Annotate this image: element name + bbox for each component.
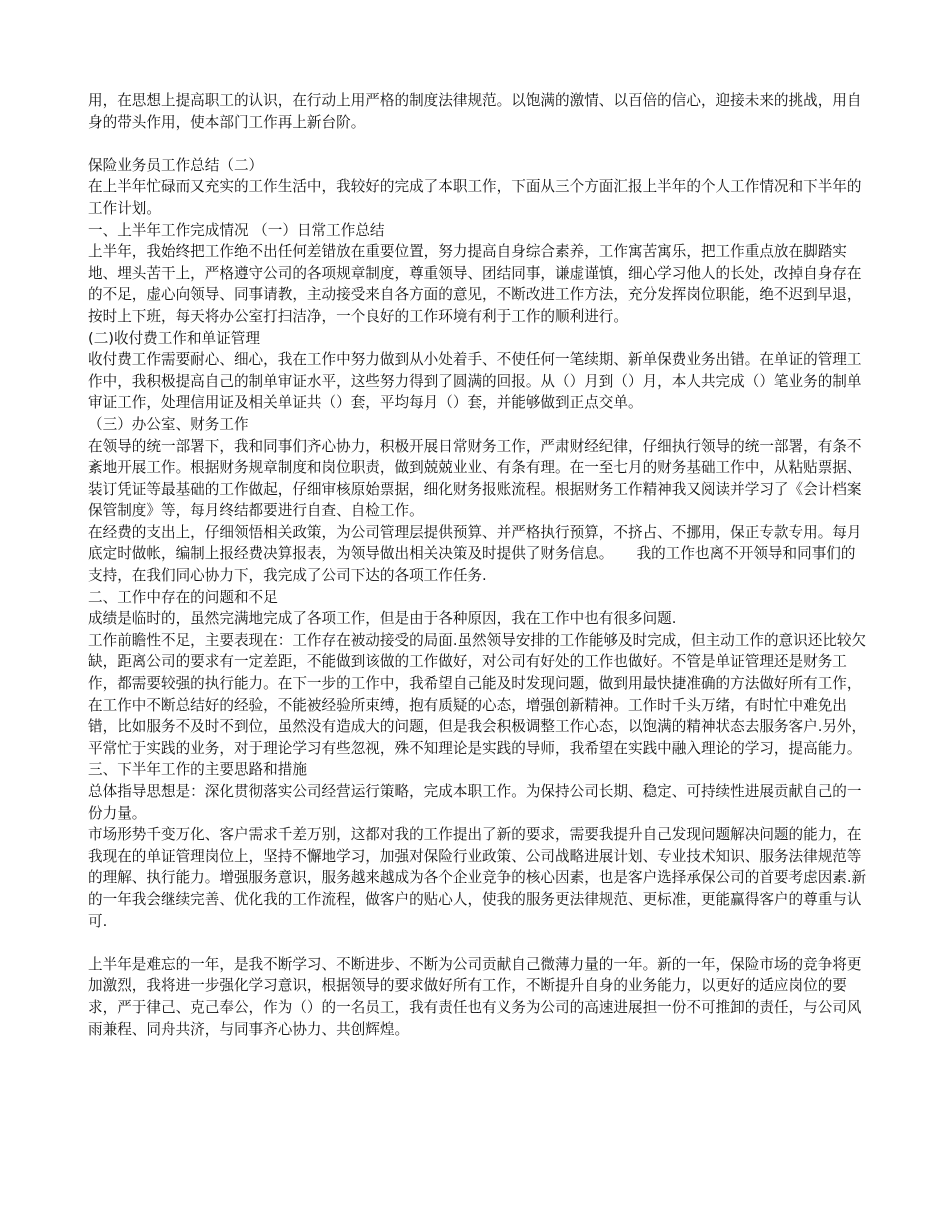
intro-paragraph: 用，在思想上提高职工的认识，在行动上用严格的制度法律规范。以饱满的激情、以百倍的信心，迎接未来的挑战，用自身的带头作用，使本部门工作再上新台阶。 (88, 92, 862, 131)
paragraph-finance-work: 在领导的统一部署下，我和同事们齐心协力，积极开展日常财务工作，严肃财经纪律，仔细执行领导的统一部署，有条不紊地开展工作。根据财务规章制度和岗位职责，做到兢兢业业、有条有理。在一至七月的财务基础工作中，从粘贴票据、装订凭证等最基础的工作做起，仔细审核原始票据，细化财务报账流程。根据财务工作精神我又阅读并学习了《会计档案保管制度》等，每月终结都要进行自查、自检工作。 (88, 437, 862, 520)
opening-paragraph: 在上半年忙碌而又充实的工作生活中，我较好的完成了本职工作，下面从三个方面汇报上半年的个人工作情况和下半年的工作计划。 (88, 178, 862, 217)
document-body (88, 90, 868, 1040)
document-title: 保险业务员工作总结（二） (88, 156, 264, 174)
paragraph-market: 市场形势千变万化、客户需求千差万别，这都对我的工作提出了新的要求，需要我提升自己发现问题解决问题的能力，在我现在的单证管理岗位上，坚持不懈地学习，加强对保险行业政策、公司战略进展计划、专业技术知识、服务法律规范等的理解、执行能力。增强服务意识，服务越来越成为各个企业竞争的核心因素，也是客户选择承保公司的首要考虑因素.新的一年我会继续完善、优化我的工作流程，做客户的贴心人，使我的服务更法律规范、更标准，更能赢得客户的尊重与认可. (88, 826, 867, 930)
section-heading-1: 一、上半年工作完成情况 （一）日常工作总结 (88, 221, 385, 239)
paragraph-issues-detail: 工作前瞻性不足，主要表现在：工作存在被动接受的局面.虽然领导安排的工作能够及时完成，但主动工作的意识还比较欠缺，距离公司的要求有一定差距，不能做到该做的工作做好，对公司有好处的工作也做好。不管是单证管理还是财务工作，都需要较强的执行能力。在下一步的工作中，我希望自己能及时发现问题，做到用最快捷准确的方法做好所有工作，在工作中不断总结好的经验，不能被经验所束缚，抱有质疑的心态，增强创新精神。工作时千头万绪，有时忙中难免出错，比如服务不及时不到位，虽然没有造成大的问题，但是我会积极调整工作心态，以饱满的精神状态去服务客户.另外，平常忙于实践的业务，对于理论学习有些忽视，殊不知理论是实践的导师，我希望在实践中融入理论的学习，提高能力。 (88, 631, 867, 757)
paragraph-issues-intro: 成绩是临时的，虽然完满地完成了各项工作，但是由于各种原因，我在工作中也有很多问题. (88, 610, 677, 628)
paragraph-daily-work: 上半年，我始终把工作绝不出任何差错放在重要位置，努力提高自身综合素养，工作寓苦寓乐，把工作重点放在脚踏实地、埋头苦干上，严格遵守公司的各项规章制度，尊重领导、团结同事，谦虚谨慎，细心学习他人的长处，改掉自身存在的不足，虚心向领导、同事请教，主动接受来自各方面的意见，不断改进工作方法，充分发挥岗位职能，绝不迟到早退，按时上下班，每天将办公室打扫洁净，一个良好的工作环境有利于工作的顺利进行。 (88, 243, 862, 325)
paragraph-fees-documents: 收付费工作需要耐心、细心，我在工作中努力做到从小处着手、不使任何一笔续期、新单保费业务出错。在单证的管理工作中，我积极提高自己的制单审证水平，这些努力得到了圆满的回报。从（）月到（）月，本人共完成（）笔业务的制单审证工作，处理信用证及相关单证共（）套，平均每月（）套，并能够做到正点交单。 (88, 351, 862, 412)
spacer (88, 932, 868, 954)
paragraph-budget: 在经费的支出上，仔细领悟相关政策，为公司管理层提供预算、并严格执行预算，不挤占、不挪用，保正专款专用。每月底定时做帐，编制上报经费决算报表，为领导做出相关决策及时提供了财务信息。 我的工作也离不开领导和同事们的支持，在我们同心协力下，我完成了公司下达的各项工作任务. (88, 523, 862, 585)
section-heading-3: 三、下半年工作的主要思路和措施 (88, 761, 307, 779)
subsection-heading-3: （三）办公室、财务工作 (88, 415, 249, 433)
paragraph-guiding-idea: 总体指导思想是：深化贯彻落实公司经营运行策略，完成本职工作。为保持公司长期、稳定、可持续性进展贡献自己的一份力量。 (88, 783, 862, 822)
section-heading-2: 二、工作中存在的问题和不足 (88, 588, 278, 606)
subsection-heading-2: (二)收付费工作和单证管理 (88, 329, 260, 347)
paragraph-conclusion: 上半年是难忘的一年，是我不断学习、不断进步、不断为公司贡献自己微薄力量的一年。新的一年，保险市场的竞争将更加激烈，我将进一步强化学习意识，根据领导的要求做好所有工作，不断提升自身的业务能力，以更好的适应岗位的要求，严于律己、克己奉公，作为（）的一名员工，我有责任也有义务为公司的高速进展担一份不可推卸的责任，与公司风雨兼程、同舟共济，与同事齐心协力、共创辉煌。 (88, 955, 862, 1038)
spacer (88, 133, 868, 155)
